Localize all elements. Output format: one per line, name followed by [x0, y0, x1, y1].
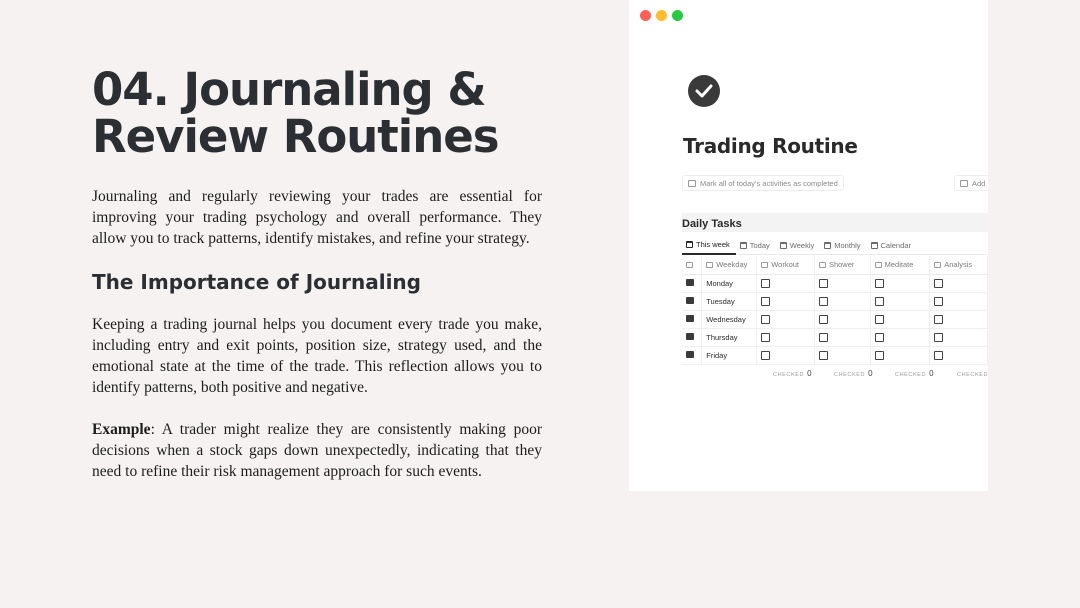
- weekday-cell[interactable]: Wednesday: [702, 310, 757, 328]
- tab-label: Monthly: [834, 241, 861, 250]
- tab-this-week[interactable]: [682, 236, 736, 255]
- example-text: : A trader might realize they are consistently making poor decisions when a stock gaps down unexpectedly, indicating that they need to refine their risk management approach for such events.: [92, 421, 542, 480]
- row-icon-header: [682, 256, 702, 274]
- checkbox[interactable]: [819, 315, 828, 324]
- slide-title-line-2: Review Routines: [92, 110, 499, 163]
- checkbox[interactable]: [761, 333, 770, 342]
- calendar-icon: [686, 315, 694, 322]
- tab-label: Today: [749, 241, 770, 250]
- app-window: [629, 0, 988, 491]
- column-header-weekday[interactable]: [702, 256, 757, 274]
- row-icon-cell: [682, 274, 702, 292]
- image-icon: [960, 180, 968, 187]
- chart-icon: [934, 262, 941, 268]
- tab-today[interactable]: [736, 236, 776, 255]
- table-row[interactable]: [682, 274, 988, 292]
- checkbox[interactable]: [761, 351, 770, 360]
- calendar-icon: [686, 297, 694, 304]
- mark-all-completed-label: Mark all of today's activities as completed: [700, 178, 838, 188]
- column-header-workout[interactable]: [757, 256, 815, 274]
- meditate-checkbox-cell[interactable]: [870, 310, 930, 328]
- workout-checked-summary[interactable]: [773, 369, 812, 378]
- meditate-checked-summary[interactable]: [895, 369, 934, 378]
- column-label: Meditate: [884, 260, 914, 270]
- tab-label: Calendar: [880, 241, 911, 250]
- row-icon-cell: [682, 346, 702, 364]
- analysis-checkbox-cell[interactable]: [930, 292, 988, 310]
- checklist-icon: [688, 180, 696, 187]
- weekday-cell[interactable]: Friday: [702, 346, 757, 364]
- column-label: Workout: [771, 260, 800, 270]
- shower-checked-summary[interactable]: [834, 369, 873, 378]
- tab-calendar[interactable]: [867, 236, 917, 255]
- checkbox[interactable]: [761, 279, 770, 288]
- tab-label: This week: [696, 240, 730, 249]
- calendar-icon: [686, 351, 694, 358]
- column-label: Weekday: [716, 260, 748, 270]
- database-title: Daily Tasks: [682, 218, 742, 230]
- analysis-checked-summary[interactable]: [957, 369, 988, 378]
- checkbox[interactable]: [761, 315, 770, 324]
- table-row[interactable]: [682, 328, 988, 346]
- row-icon-cell: [682, 328, 702, 346]
- summary-value: 0: [807, 369, 812, 378]
- table-row[interactable]: [682, 292, 988, 310]
- checkbox[interactable]: [934, 315, 943, 324]
- analysis-checkbox-cell[interactable]: [930, 310, 988, 328]
- summary-label: CHECKED: [895, 372, 927, 378]
- checkbox[interactable]: [934, 333, 943, 342]
- mark-all-completed-button[interactable]: [682, 175, 844, 191]
- example-paragraph: [92, 419, 542, 482]
- summary-label: CHECKED: [834, 372, 866, 378]
- checkbox[interactable]: [875, 333, 884, 342]
- view-tabs: [682, 236, 988, 255]
- checkbox[interactable]: [934, 297, 943, 306]
- tab-label: Weekly: [789, 241, 815, 250]
- shower-checkbox-cell[interactable]: [814, 292, 870, 310]
- meditate-checkbox-cell[interactable]: [870, 292, 930, 310]
- shower-checkbox-cell[interactable]: [814, 328, 870, 346]
- summary-value: 0: [868, 369, 873, 378]
- example-label: Example: [92, 421, 151, 438]
- column-header-analysis[interactable]: [930, 256, 988, 274]
- table-header-row: [682, 256, 988, 274]
- checkbox[interactable]: [934, 279, 943, 288]
- weekday-cell[interactable]: Thursday: [702, 328, 757, 346]
- add-button-label: Add: [972, 178, 986, 188]
- summary-value: 0: [929, 369, 934, 378]
- tab-weekly[interactable]: [776, 236, 820, 255]
- checkbox[interactable]: [875, 315, 884, 324]
- checkbox[interactable]: [875, 351, 884, 360]
- meditate-checkbox-cell[interactable]: [870, 274, 930, 292]
- column-header-shower[interactable]: [814, 256, 870, 274]
- checkbox[interactable]: [819, 333, 828, 342]
- calendar-icon: [686, 333, 694, 340]
- workout-checkbox-cell[interactable]: [757, 346, 815, 364]
- body-paragraph: Keeping a trading journal helps you document every trade you make, including entry and exit points, position size, strategy used, and the emotional state at the time of the trade. This reflection allows you to identify patterns, both positive and negative.: [92, 316, 542, 396]
- maximize-window-button[interactable]: [672, 10, 683, 21]
- section-heading: The Importance of Journaling: [92, 270, 421, 294]
- table-icon: [740, 242, 747, 249]
- summary-label: CHECKED: [773, 372, 805, 378]
- workout-checkbox-cell[interactable]: [757, 328, 815, 346]
- table-row[interactable]: [682, 310, 988, 328]
- shower-checkbox-cell[interactable]: [814, 346, 870, 364]
- intro-paragraph: Journaling and regularly reviewing your trades are essential for improving your trading psychology and overall performance. They allow you to track patterns, identify mistakes, and refine your strategy.: [92, 188, 542, 247]
- analysis-checkbox-cell[interactable]: [930, 328, 988, 346]
- checkbox[interactable]: [819, 297, 828, 306]
- workout-checkbox-cell[interactable]: [757, 274, 815, 292]
- weekday-cell[interactable]: Monday: [702, 274, 757, 292]
- daily-tasks-table: [682, 256, 988, 365]
- workout-checkbox-cell[interactable]: [757, 292, 815, 310]
- calendar-icon: [871, 242, 878, 249]
- dumbbell-icon: [761, 262, 768, 268]
- table-row[interactable]: [682, 346, 988, 364]
- workout-checkbox-cell[interactable]: [757, 310, 815, 328]
- tab-monthly[interactable]: [820, 236, 866, 255]
- table-icon: [686, 241, 693, 248]
- check-circle-icon: [688, 75, 720, 107]
- meditate-checkbox-cell[interactable]: [870, 328, 930, 346]
- add-button[interactable]: [954, 175, 988, 191]
- checkbox[interactable]: [819, 351, 828, 360]
- shower-checkbox-cell[interactable]: [814, 310, 870, 328]
- meditate-checkbox-cell[interactable]: [870, 346, 930, 364]
- table-icon: [780, 242, 787, 249]
- column-label: Analysis: [944, 260, 973, 270]
- checkbox[interactable]: [761, 297, 770, 306]
- table-icon: [824, 242, 831, 249]
- column-label: Shower: [828, 260, 855, 270]
- checkbox[interactable]: [875, 297, 884, 306]
- weekday-cell[interactable]: Tuesday: [702, 292, 757, 310]
- row-icon-cell: [682, 292, 702, 310]
- column-header-meditate[interactable]: [870, 256, 930, 274]
- shower-checkbox-cell[interactable]: [814, 274, 870, 292]
- window-controls: [640, 10, 683, 21]
- checkbox[interactable]: [934, 351, 943, 360]
- meditate-icon: [875, 262, 882, 268]
- calendar-icon: [686, 279, 694, 286]
- calendar-icon: [706, 262, 713, 268]
- checkbox[interactable]: [819, 279, 828, 288]
- slide-content: [92, 63, 542, 482]
- analysis-checkbox-cell[interactable]: [930, 346, 988, 364]
- summary-label: CHECKED: [957, 372, 988, 378]
- row-icon-cell: [682, 310, 702, 328]
- checkbox[interactable]: [875, 279, 884, 288]
- slide-title-line-1: 04. Journaling &: [92, 63, 486, 116]
- slide-title: [92, 63, 542, 163]
- close-window-button[interactable]: [640, 10, 651, 21]
- page-icon: [686, 262, 693, 268]
- analysis-checkbox-cell[interactable]: [930, 274, 988, 292]
- shower-icon: [819, 262, 826, 268]
- minimize-window-button[interactable]: [656, 10, 667, 21]
- page-title: Trading Routine: [683, 134, 858, 158]
